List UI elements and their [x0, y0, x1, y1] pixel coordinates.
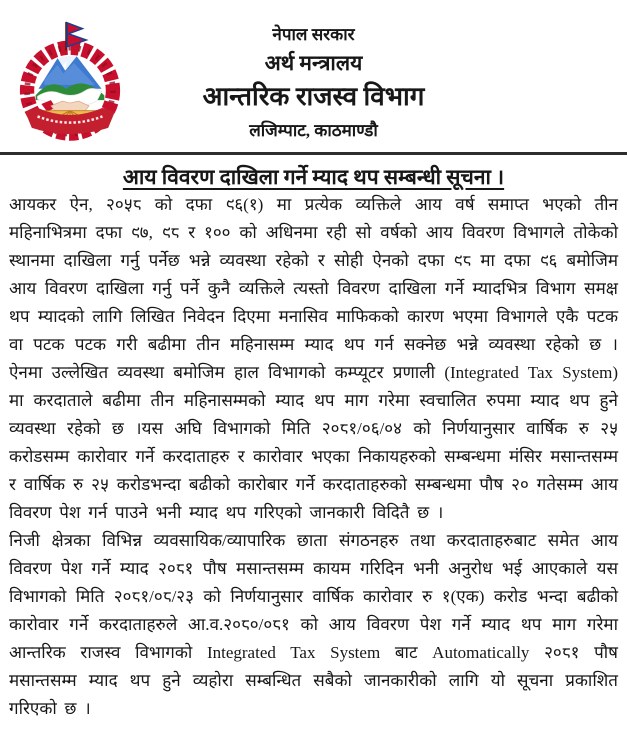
header-divider-line [0, 152, 627, 155]
letterhead-text [0, 26, 627, 139]
notice-paragraph-2: निजी क्षेत्रका विभिन्न व्यवसायिक/व्यापारिक छाता संगठनहरु तथा करदाताहरुबाट समेत आय विवरण पेश गर्ने म्याद २०८१ पौष मसान्तसम्म कायम गरिदिन भनी अनुरोध भई आएकाले यस विभागको मिति २०८१/०८/२३ को निर्णयानुसार वार्षिक कारोवार रु १(एक) करोड भन्दा बढीको कारोवार गर्ने करदाताहरुले आ.व.२०८०/०८१ को आय विवरण पेश गर्ने म्याद थप माग गरेमा आन्तरिक राजस्व विभागको Integrated Tax System बाट Automatically २०८१ पौष मसान्तसम्म म्याद थप हुने व्यहोरा सम्बन्धित सबैको जानकारीको लागि यो सूचना प्रकाशित गरिएको छ । [9, 531, 618, 718]
notice-paragraph-1: आयकर ऐन, २०५८ को दफा ९६(१) मा प्रत्येक व्यक्तिले आय वर्ष समाप्त भएको तीन महिनाभित्रमा दफा ९७, ९८ र १०० को अधिनमा रही सो वर्षको आय विवरण विभागले तोकेको स्थानमा दाखिला गर्नु पर्नेछ भन्ने व्यवस्था रहेको र सोही ऐनको दफा ९८ मा दफा ९६ बमोजिम आय विवरण दाखिला गर्नु पर्ने कुनै व्यक्तिले त्यस्तो विवरण दाखिला गर्ने म्यादभित्र विभाग समक्ष थप म्यादको लागि लिखित निवेदन दिएमा मनासिव माफिकको कारण भएमा विभागले एकै पटक वा पटक पटक गरी बढीमा तीन महिनासम्म म्याद थप गर्न सक्नेछ भन्ने व्यवस्था रहेको छ । ऐनमा उल्लेखित व्यवस्था बमोजिम हाल विभागको कम्प्यूटर प्रणाली (Integrated Tax System) मा करदाताले बढीमा तीन महिनासम्मको म्याद थप माग गरेमा स्वचालित रुपमा म्याद थप हुने व्यवस्था रहेको छ ।यस अघि विभागको मिति २०८१/०६/०४ को निर्णयानुसार वार्षिक रु २५ करोडसम्म कारोवार गर्ने करदाताहरु र कारोवार भएका निकायहरुको सम्बन्धमा मंसिर मसान्तसम्म र वार्षिक रु २५ करोडभन्दा बढीको कारोबार गर्ने करदाताहरुको सम्बन्धमा पौष २० गतेसम्म आय विवरण पेश गर्न पाउने भनी म्याद थप गरिएको जानकारी विदितै छ । [9, 195, 618, 522]
notice-title: आय विवरण दाखिला गर्ने म्याद थप सम्बन्धी सूचना । [122, 165, 505, 189]
letterhead [0, 0, 627, 150]
department-name: आन्तरिक राजस्व विभाग [202, 82, 425, 111]
ministry-name: अर्थ मन्त्रालय [264, 51, 363, 75]
notice-body [0, 191, 627, 723]
department-address: लजिम्पाट, काठमाण्डौ [249, 121, 378, 140]
government-name: नेपाल सरकार [272, 25, 355, 44]
